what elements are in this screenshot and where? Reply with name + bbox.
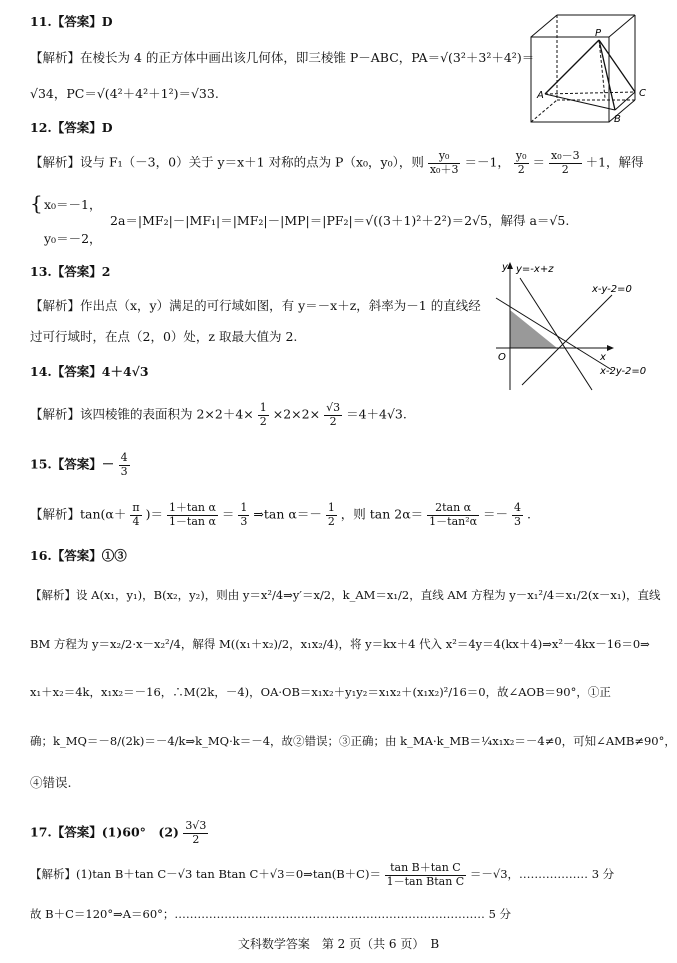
q16-answer: 16.【答案】①③ [30,548,127,563]
q12-solution-line2: 2a＝|MF₂|－|MF₁|＝|MF₂|－|MP|＝|PF₂|＝√((3＋1)²＋2²)＝2√5，解得 a＝√5. [110,213,570,228]
q17-solution-line1: 【解析】(1)tan B＋tan C－√3 tan Btan C＋√3＝0⇒tan(B＋C)＝ $\frac{\text{tan B＋tan C}}{\text{1－tan Btan C}}$ ＝－√3，……………… 3 分 [30,861,615,888]
q12-system-line1: x₀＝－1， [44,197,102,212]
q15-answer: 15.【答案】－ $\frac{4}{3}$ [30,451,128,478]
q12-solution-line1: 【解析】设与 F₁（－3，0）关于 y＝x＋1 对称的点为 P（x₀，y₀），则 $\frac{\text{y₀}}{\text{x₀＋3}}$ ＝－1， $\frac{\text{y₀}}{2}$ ＝ $\frac{\text{x₀－3}}{2}$ ＋1，解得 [30,149,644,176]
q11-solution-line1: 【解析】在棱长为 4 的正方体中画出该几何体，即三棱锥 P－ABC，PA＝√(3²＋3²＋4²)＝ [30,50,535,65]
q16-solution-line5: ④错误. [30,775,72,790]
q12-system-line2: y₀＝－2， [44,231,102,246]
label-b: B [614,114,621,125]
label-y-axis: y [502,262,508,273]
q15-solution: 【解析】tan(α＋ $\frac{\pi}{4}$ )＝ $\frac{\text{1＋tan α}}{\text{1－tan α}}$ ＝ $\frac{1}{3}$ ⇒tan α＝－ $\frac{1}{2}$ ，则 tan 2α＝ $\frac{\text{2tan α}}{\text{1－tan²α}}$ ＝－ $\frac{4}{3}$ . [30,501,532,528]
label-x-axis: x [600,352,606,363]
q17-answer: 17.【答案】(1)60° (2) $\frac{3√3}{2}$ [30,819,207,846]
label-line2: x-2y-2=0 [600,366,647,377]
label-objective-line: y=-x+z [516,264,554,275]
system-brace: { [30,191,43,215]
q12-answer: 12.【答案】D [30,120,113,135]
label-c: C [639,88,646,99]
q13-answer: 13.【答案】2 [30,264,111,279]
q14-solution: 【解析】该四棱锥的表面积为 2×2＋4× $\frac{1}{2}$ ×2×2× $\frac{√3}{2}$ ＝4＋4√3. [30,401,407,428]
label-line1: x-y-2=0 [592,284,632,295]
feasible-region-figure [492,260,657,398]
page-footer: 文科数学答案 第 2 页（共 6 页） B [237,937,440,951]
q13-solution-line1: 【解析】作出点（x，y）满足的可行域如图，有 y＝－x＋z，斜率为－1 的直线经 [30,298,481,313]
q16-solution-line4: 确；k_MQ＝－8/(2k)＝－4/k⇒k_MQ·k＝－4，故②错误；③正确；由 k_MA·k_MB＝¼x₁x₂＝－4≠0，可知∠AMB≠90°， [30,734,676,748]
q13-solution-line2: 过可行域时，在点（2，0）处，z 取最大值为 2. [30,329,298,344]
q11-solution-line2: √34，PC＝√(4²＋4²＋1²)＝√33. [30,86,219,101]
label-a: A [537,90,544,101]
cube-pyramid-figure [527,12,657,130]
q16-solution-line2: BM 方程为 y＝x₂/2·x－x₂²/4，解得 M((x₁＋x₂)/2，x₁x₂/4)，将 y＝kx＋4 代入 x²＝4y＝4(kx＋4)⇒x²－4kx－16＝0⇒ [30,637,650,651]
q16-solution-line1: 【解析】设 A(x₁，y₁)，B(x₂，y₂)，则由 y＝x²/4⇒y′＝x/2，k_AM＝x₁/2，直线 AM 方程为 y－x₁²/4＝x₁/2(x－x₁)，直线 [30,588,661,602]
q11-answer: 11.【答案】D [30,14,113,29]
label-origin: O [498,352,506,363]
q16-solution-line3: x₁＋x₂＝4k，x₁x₂＝－16，∴M(2k，－4)，OA·OB＝x₁x₂＋y₁y₂＝x₁x₂＋(x₁x₂)²/16＝0，故∠AOB＝90°，①正 [30,685,611,699]
q17-solution-line2: 故 B＋C＝120°⇒A＝60°；……………………………………………………………………… 5 分 [30,907,512,921]
q14-answer: 14.【答案】4＋4√3 [30,364,149,379]
label-p: P [595,28,602,39]
